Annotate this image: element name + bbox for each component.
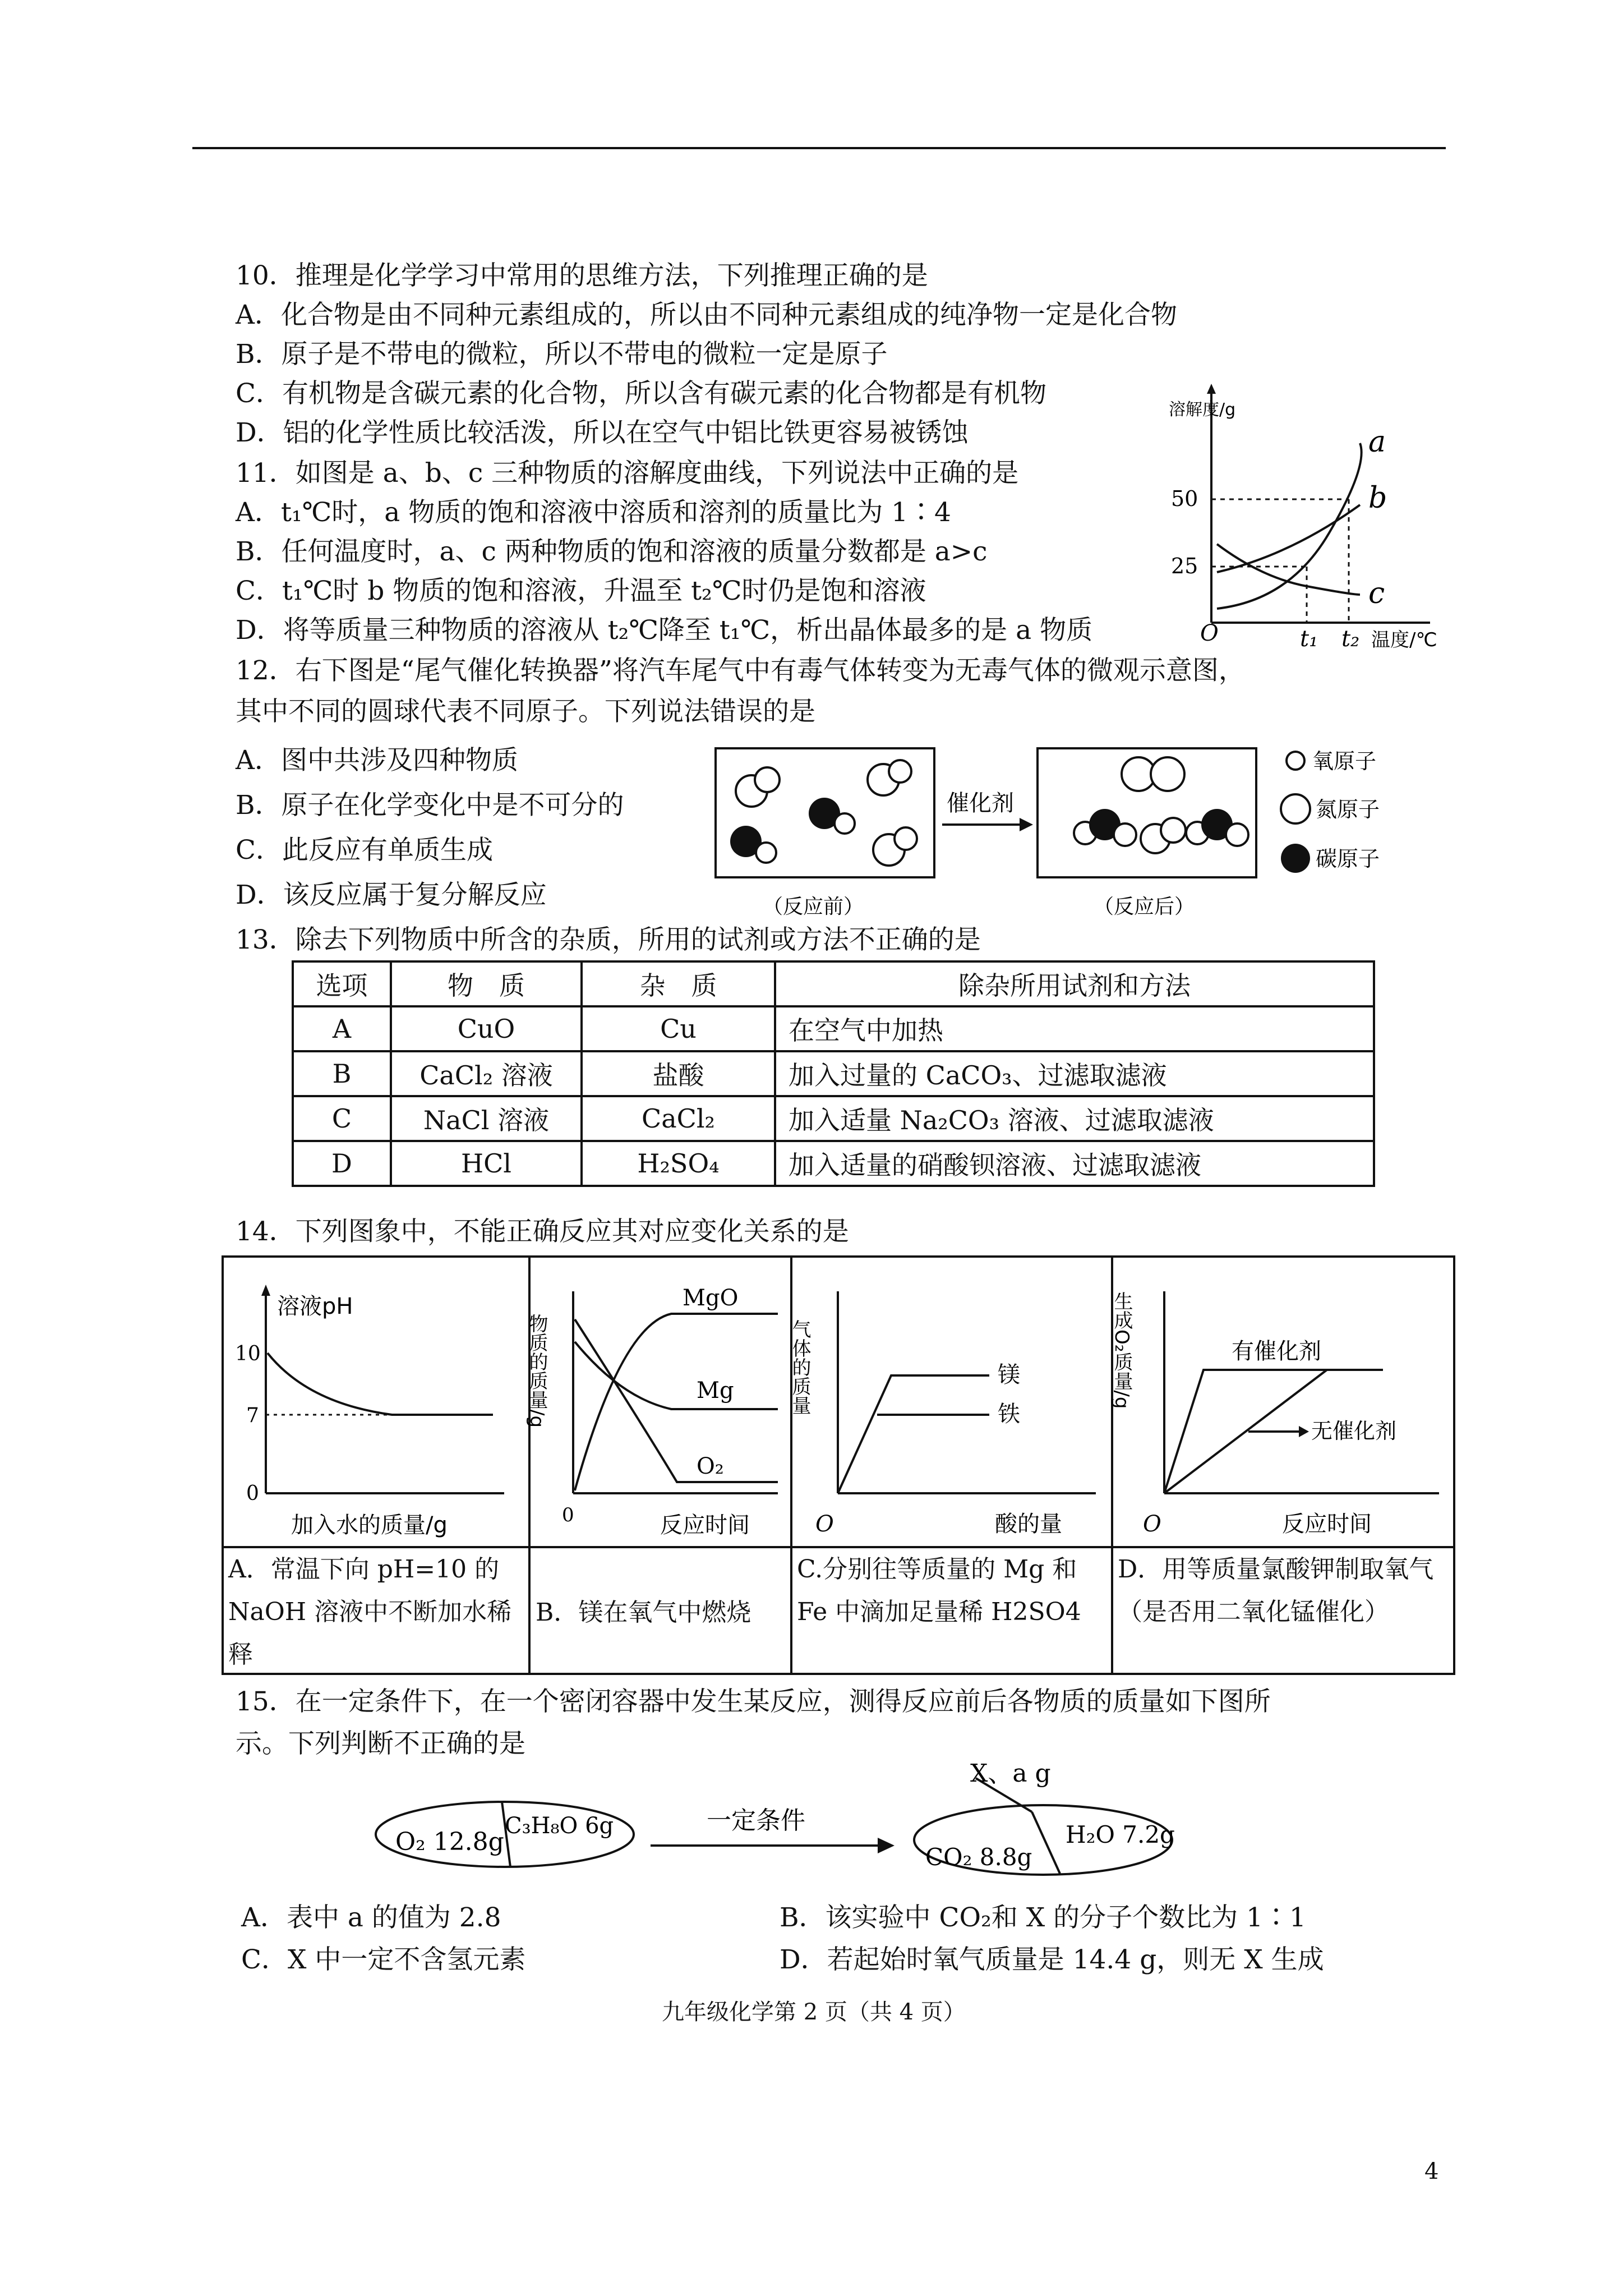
chart-ylabel: 溶解度/g — [1169, 400, 1236, 420]
page-footer: 九年级化学第 2 页（共 4 页） — [662, 1999, 966, 2025]
table-row: D HCl H₂SO₄ 加入适量的硝酸钡溶液、过滤取滤液 — [293, 1141, 1374, 1186]
q13-stem: 13．除去下列物质中所含的杂质，所用的试剂或方法不正确的是 — [236, 924, 981, 955]
svg-text:0: 0 — [246, 1482, 259, 1505]
q14-caption-c: C.分别往等质量的 Mg 和 Fe 中滴加足量稀 H2SO4 — [797, 1555, 1081, 1626]
curve-a — [1217, 443, 1362, 609]
svg-text:生成O₂质量/g: 生成O₂质量/g — [1110, 1291, 1133, 1409]
q15-option-c: C．X 中一定不含氢元素 — [241, 1944, 526, 1975]
q12-stem-2: 其中不同的圆球代表不同原子。下列说法错误的是 — [236, 696, 815, 727]
svg-text:物质的质量/g: 物质的质量/g — [525, 1314, 548, 1428]
q13-table — [292, 960, 1375, 1187]
q15-option-a: A．表中 a 的值为 2.8 — [241, 1902, 501, 1933]
svg-text:反应时间: 反应时间 — [660, 1512, 750, 1538]
q15-mass-diagram — [370, 1761, 1245, 1896]
table-row: B CaCl₂ 溶液 盐酸 加入过量的 CaCO₃、过滤取滤液 — [293, 1051, 1374, 1096]
table-row: A CuO Cu 在空气中加热 — [293, 1006, 1374, 1051]
q11-option-a: A．t₁℃时，a 物质的饱和溶液中溶质和溶剂的质量比为 1∶4 — [236, 497, 951, 528]
svg-text:铁: 铁 — [998, 1401, 1020, 1427]
graph-d — [1110, 1258, 1453, 1545]
svg-text:t₁: t₁ — [1300, 626, 1318, 652]
reaction-diagram — [712, 740, 1464, 926]
svg-text:10: 10 — [235, 1342, 261, 1365]
after-co2: CO₂ 8.8g — [925, 1843, 1032, 1871]
curve-label-b: b — [1368, 481, 1387, 515]
q12-stem-1: 12．右下图是“尾气催化转换器”将汽车尾气中有毒气体转变为无毒气体的微观示意图， — [236, 655, 1245, 686]
svg-text:有催化剂: 有催化剂 — [1232, 1338, 1321, 1364]
q15-option-d: D．若起始时氧气质量是 14.4 g，则无 X 生成 — [780, 1944, 1324, 1975]
page-number: 4 — [1424, 2159, 1439, 2184]
header-rule — [192, 147, 1446, 149]
q15-stem-2: 示。下列判断不正确的是 — [236, 1728, 525, 1759]
svg-text:无催化剂: 无催化剂 — [1311, 1419, 1397, 1443]
after-label: （反应后） — [1094, 895, 1195, 918]
svg-text:Mg: Mg — [697, 1378, 734, 1404]
legend-oxygen: 氧原子 — [1312, 749, 1377, 774]
q10-option-b: B．原子是不带电的微粒，所以不带电的微粒一定是原子 — [236, 339, 888, 370]
q10-stem: 10．推理是化学学习中常用的思维方法，下列推理正确的是 — [236, 260, 928, 291]
q14-caption-d: D．用等质量氯酸钾制取氧气（是否用二氧化锰催化） — [1118, 1555, 1434, 1626]
graph-b — [525, 1258, 789, 1545]
q10-option-a: A．化合物是由不同种元素组成的，所以由不同种元素组成的纯净物一定是化合物 — [236, 300, 1177, 330]
svg-text:25: 25 — [1171, 554, 1198, 578]
q15-option-b: B．该实验中 CO₂和 X 的分子个数比为 1∶1 — [780, 1902, 1306, 1933]
q12-option-b: B．原子在化学变化中是不可分的 — [236, 790, 624, 821]
q14-graph-grid — [222, 1255, 1455, 1675]
svg-text:O: O — [1143, 1511, 1161, 1537]
q12-option-c: C．此反应有单质生成 — [236, 835, 493, 866]
svg-text:气体的质量: 气体的质量 — [789, 1319, 811, 1415]
q10-option-d: D．铝的化学性质比较活泼，所以在空气中铝比铁更容易被锈蚀 — [236, 417, 969, 448]
svg-text:O: O — [815, 1511, 834, 1537]
after-h2o: H₂O 7.2g — [1066, 1821, 1175, 1848]
q14-stem: 14．下列图象中，不能正确反应其对应变化关系的是 — [236, 1216, 849, 1247]
q15-stem-1: 15．在一定条件下，在一个密闭容器中发生某反应，测得反应前后各物质的质量如下图所 — [236, 1686, 1271, 1717]
q12-option-a: A．图中共涉及四种物质 — [236, 745, 518, 776]
after-x: X、a g — [970, 1759, 1051, 1788]
q10-option-c: C．有机物是含碳元素的化合物，所以含有碳元素的化合物都是有机物 — [236, 378, 1046, 409]
svg-text:t₂: t₂ — [1341, 626, 1360, 652]
chart-xlabel: 温度/℃ — [1371, 629, 1437, 651]
svg-text:酸的量: 酸的量 — [995, 1511, 1062, 1537]
curve-label-a: a — [1368, 425, 1386, 459]
svg-text:50: 50 — [1171, 486, 1198, 511]
table-row: C NaCl 溶液 CaCl₂ 加入适量 Na₂CO₃ 溶液、过滤取滤液 — [293, 1096, 1374, 1141]
graph-c — [789, 1258, 1110, 1545]
table-header-row: 选项 物 质 杂 质 除杂所用试剂和方法 — [293, 961, 1374, 1006]
catalyst-label: 催化剂 — [947, 790, 1014, 816]
svg-text:0: 0 — [562, 1504, 574, 1526]
svg-text:O₂: O₂ — [697, 1453, 724, 1479]
before-o2: O₂ 12.8g — [395, 1828, 504, 1856]
q14-caption-b: B．镁在氧气中燃烧 — [536, 1598, 751, 1627]
q11-option-b: B．任何温度时，a、c 两种物质的饱和溶液的质量分数都是 a>c — [236, 536, 988, 567]
legend-carbon: 碳原子 — [1316, 846, 1380, 871]
legend-nitrogen: 氮原子 — [1316, 797, 1380, 822]
curve-c — [1217, 544, 1360, 595]
curve-label-c: c — [1368, 577, 1385, 610]
svg-text:MgO: MgO — [683, 1285, 739, 1311]
q11-option-d: D．将等质量三种物质的溶液从 t₂℃降至 t₁℃，析出晶体最多的是 a 物质 — [236, 615, 1093, 646]
svg-text:加入水的质量/g: 加入水的质量/g — [291, 1512, 448, 1538]
svg-text:反应时间: 反应时间 — [1282, 1511, 1372, 1537]
condition-label: 一定条件 — [707, 1806, 805, 1835]
q11-option-c: C．t₁℃时 b 物质的饱和溶液，升温至 t₂℃时仍是饱和溶液 — [236, 576, 926, 606]
q11-stem: 11．如图是 a、b、c 三种物质的溶解度曲线，下列说法中正确的是 — [236, 458, 1019, 489]
graph-a — [224, 1258, 527, 1545]
svg-text:7: 7 — [246, 1404, 259, 1427]
svg-text:镁: 镁 — [998, 1362, 1020, 1388]
before-c3h8o: C₃H₈O 6g — [505, 1813, 614, 1839]
svg-text:溶液pH: 溶液pH — [277, 1294, 353, 1319]
q14-caption-a: A．常温下向 pH=10 的 NaOH 溶液中不断加水稀释 — [228, 1555, 512, 1669]
svg-text:O: O — [1200, 620, 1219, 646]
solubility-chart — [1166, 381, 1458, 651]
before-label: （反应前） — [763, 895, 864, 918]
q12-option-d: D．该反应属于复分解反应 — [236, 880, 547, 910]
